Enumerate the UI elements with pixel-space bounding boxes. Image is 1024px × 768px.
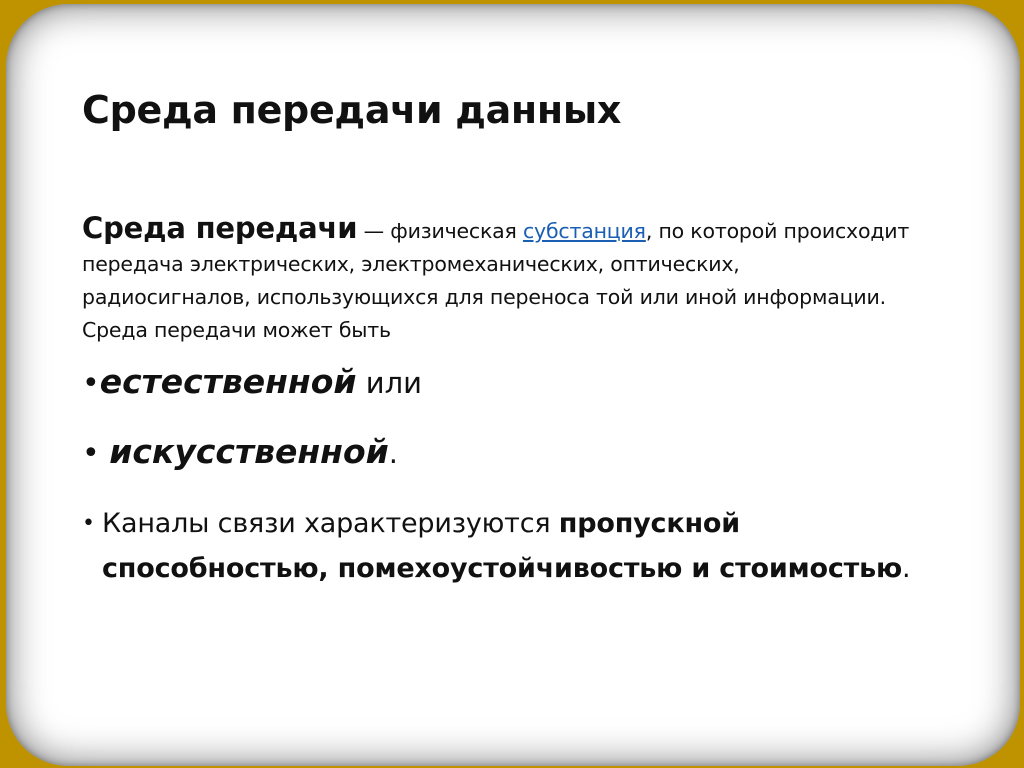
bullet-marker: • bbox=[82, 511, 95, 536]
definition-rest-text: , по которой происходит передача электрических, электромеханических, оптических, радиосигналов, использующихся для переноса той или иной информации. Среда передачи может быть bbox=[82, 219, 910, 342]
bullet-artificial-suffix: . bbox=[388, 436, 398, 470]
definition-paragraph bbox=[82, 212, 912, 347]
bullet-natural bbox=[82, 363, 912, 403]
channels-text: Каналы связи характеризуются bbox=[102, 508, 559, 539]
substance-link[interactable]: субстанция bbox=[522, 219, 646, 243]
slide-content bbox=[82, 212, 912, 591]
definition-dash-text: — физическая bbox=[357, 219, 523, 243]
definition-term: Среда передачи bbox=[82, 211, 358, 245]
bullet-artificial-emphasis: искусственной bbox=[109, 432, 389, 471]
channels-bold-text: пропускной способностью, помехоустойчивостью и стоимостью bbox=[102, 508, 903, 584]
bullet-natural-emphasis: естественной bbox=[99, 362, 357, 401]
bullet-marker: • bbox=[82, 436, 110, 471]
slide-title: Среда передачи данных bbox=[82, 88, 622, 132]
bullet-artificial bbox=[82, 433, 912, 473]
bullet-marker: • bbox=[82, 366, 100, 401]
bullet-channels bbox=[82, 501, 912, 591]
bullet-natural-suffix: или bbox=[356, 366, 422, 400]
channels-end: . bbox=[902, 553, 911, 584]
